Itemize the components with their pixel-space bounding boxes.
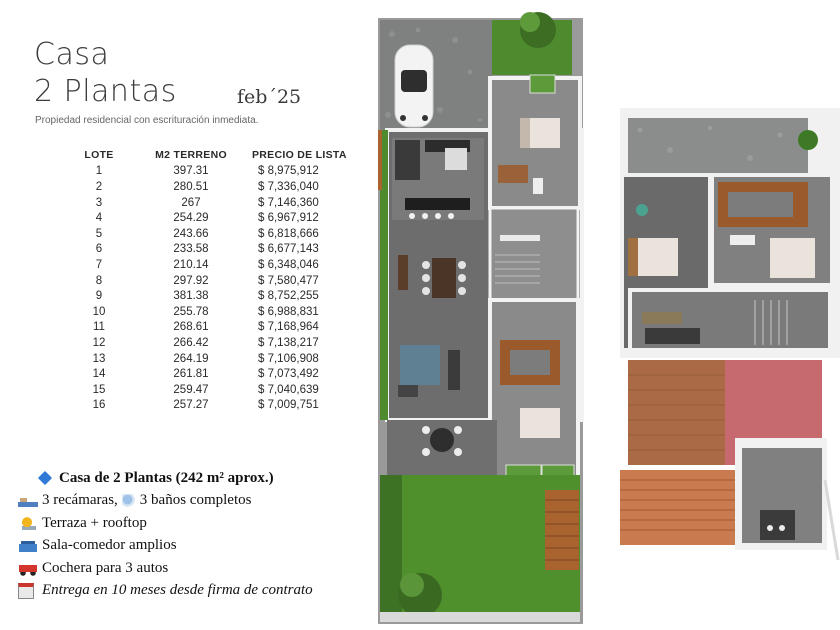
cell-precio: $ 6,967,912 [258,212,319,225]
table-row [60,210,360,226]
column-header-lote: LOTE [84,148,114,161]
cell-m2: 381.38 [173,290,209,303]
living-text: Sala-comedor amplios [42,537,177,554]
delivery-text: Entrega en 10 meses desde firma de contrato [42,582,313,599]
subtitle: Propiedad residencial con escrituración inmediata. [35,115,259,126]
cell-lote: 5 [95,227,103,240]
column-header-precio: PRECIO DE LISTA [252,148,347,161]
floor-plans-render [370,0,840,630]
calendar-icon [18,583,34,599]
table-row [60,304,360,320]
baths-text: 3 baños completos [139,492,252,509]
table-row [60,382,360,398]
cell-m2: 268.61 [173,321,209,334]
cell-m2: 297.92 [173,274,209,287]
feature-living [18,535,380,558]
table-row [60,164,360,180]
cell-lote: 4 [95,212,103,225]
feature-heading [18,467,380,490]
cell-m2: 264.19 [173,352,209,365]
cell-precio: $ 7,146,360 [258,196,319,209]
table-row [60,195,360,211]
column-header-m2: M2 TERRENO [155,148,227,161]
cell-precio: $ 7,580,477 [258,274,319,287]
cell-precio: $ 6,988,831 [258,305,319,318]
cell-m2: 267 [181,196,201,209]
terrace-text: Terraza + rooftop [42,514,147,531]
table-row [60,288,360,304]
cell-precio: $ 7,040,639 [258,383,319,396]
cell-precio: $ 7,336,040 [258,180,319,193]
title-line-1: Casa [34,37,110,72]
cell-precio: $ 7,009,751 [258,399,319,412]
cell-precio: $ 6,677,143 [258,243,319,256]
cell-lote: 2 [95,180,103,193]
cell-m2: 254.29 [173,212,209,225]
cell-precio: $ 6,818,666 [258,227,319,240]
feature-garage [18,557,380,580]
cell-m2: 261.81 [173,368,209,381]
table-row [60,366,360,382]
title-line-2: 2 Plantas [34,74,177,109]
cell-m2: 280.51 [173,180,209,193]
cell-m2: 266.42 [173,336,209,349]
features-list [18,467,380,602]
upper-floor-plan [620,108,840,560]
cell-lote: 3 [95,196,103,209]
feature-delivery [18,580,380,603]
cell-precio: $ 8,975,912 [258,165,319,178]
date-label: feb´25 [237,86,302,108]
cell-lote: 10 [92,305,106,318]
sun-icon [18,515,38,531]
cell-precio: $ 7,106,908 [258,352,319,365]
price-table [60,147,360,413]
cell-m2: 255.78 [173,305,209,318]
cell-precio: $ 7,168,964 [258,321,319,334]
cell-lote: 13 [92,352,106,365]
blue-diamond-icon [38,471,52,485]
table-row [60,398,360,414]
cell-m2: 397.31 [173,165,209,178]
cell-lote: 9 [95,290,103,303]
car-icon [18,560,38,576]
cell-m2: 243.66 [173,227,209,240]
bedrooms-text: 3 recámaras, [42,492,118,509]
table-row [60,179,360,195]
ground-floor-plan [378,12,583,624]
cell-precio: $ 7,138,217 [258,336,319,349]
cell-m2: 233.58 [173,243,209,256]
cell-lote: 11 [93,321,105,334]
cell-lote: 15 [92,383,106,396]
cell-lote: 6 [95,243,103,256]
info-panel [0,0,380,630]
sofa-icon [18,538,38,554]
bed-icon [18,493,38,509]
shower-icon [122,494,136,508]
cell-precio: $ 7,073,492 [258,368,319,381]
table-row [60,335,360,351]
cell-lote: 7 [95,258,103,271]
cell-m2: 259.47 [173,383,209,396]
feature-terrace [18,512,380,535]
table-row [60,351,360,367]
table-row [60,226,360,242]
cell-lote: 12 [92,336,106,349]
cell-lote: 14 [92,368,106,381]
cell-m2: 257.27 [173,399,209,412]
feature-bedrooms-baths [18,490,380,513]
feature-heading-text: Casa de 2 Plantas (242 m² aprox.) [59,469,274,486]
table-row [60,273,360,289]
table-body [60,164,360,414]
cell-lote: 8 [95,274,103,287]
cell-precio: $ 6,348,046 [258,258,319,271]
table-header [60,147,360,163]
garage-text: Cochera para 3 autos [42,559,169,576]
cell-lote: 16 [92,399,106,412]
cell-lote: 1 [95,165,103,178]
cell-precio: $ 8,752,255 [258,290,319,303]
table-row [60,320,360,336]
table-row [60,257,360,273]
table-row [60,242,360,258]
cell-m2: 210.14 [173,258,209,271]
page-title [34,36,177,110]
